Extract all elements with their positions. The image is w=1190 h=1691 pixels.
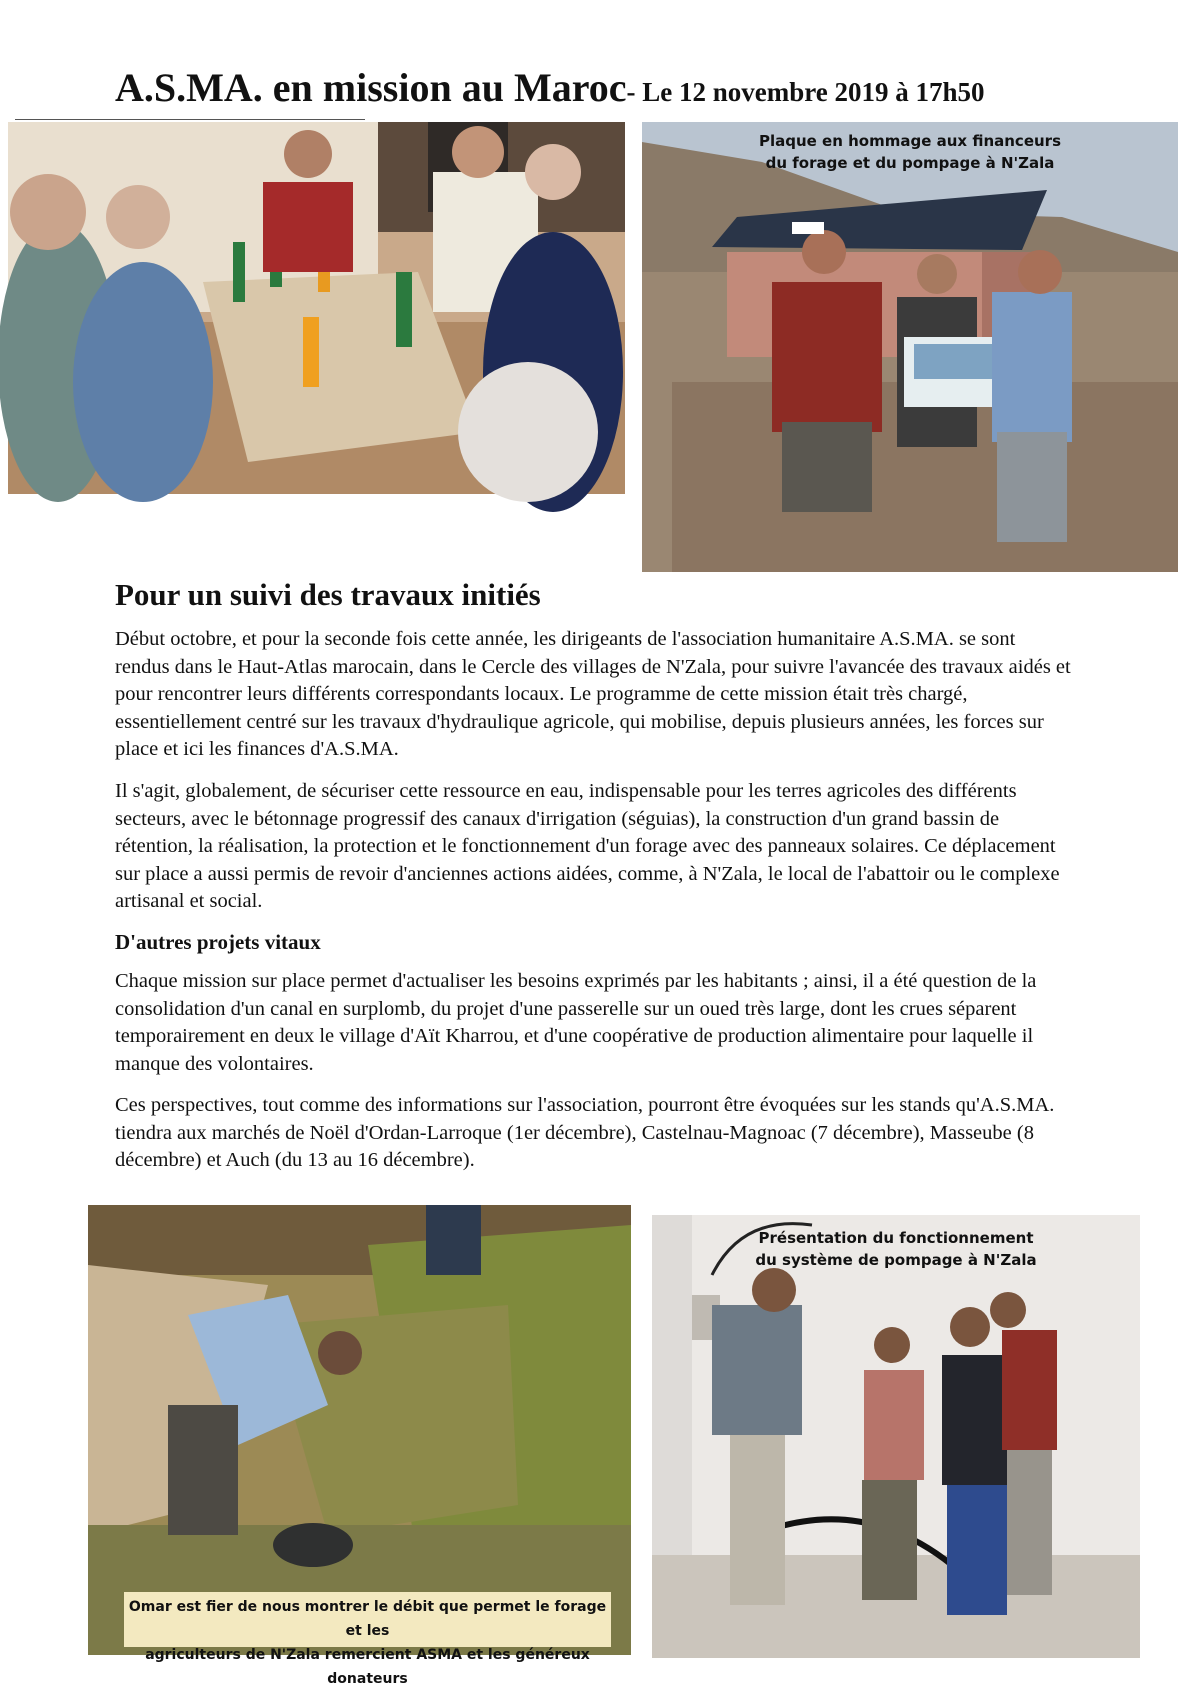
plaque-caption-line2: du forage et du pompage à N'Zala [765, 154, 1055, 172]
paragraph-text: Ces perspectives, tout comme des informations sur l'association, pourront être évoquées sur les stands qu'A.S.MA. tiendra aux marchés de Noël d'Ordan-Larroque (1er décembre), Castelnau-Magnoac (7 décembre), Masseube (8 décembre) et Auch (du 13 au 16 décembre). [115, 1094, 1055, 1171]
plaque-caption-line1: Plaque en hommage aux financeurs [758, 132, 1061, 150]
flow-caption [124, 1592, 611, 1687]
water-flow-icon [88, 1205, 631, 1655]
pump-photo [652, 1215, 1140, 1658]
plaque-photo [642, 122, 1178, 572]
plaque-caption [642, 130, 1178, 174]
flow-caption-line2: agriculteurs de N'Zala remercient ASMA et les généreux donateurs [145, 1647, 590, 1687]
flow-caption-line1: Omar est fier de nous montrer le débit que permet le forage et les [128, 1599, 607, 1639]
paragraph-text: Chaque mission sur place permet d'actualiser les besoins exprimés par les habitants ; ainsi, il a été question de la consolidation d'un canal en surplomb, du projet d'une passerelle sur un oued très large, dont les crues séparent temporairement en deux le village d'Aït Kharrou, et d'une coopérative de production alimentaire pour laquelle il manque des volontaires. [115, 970, 1037, 1075]
pump-caption [652, 1227, 1140, 1271]
article-paragraph-4 [115, 1092, 1075, 1175]
article-paragraph-1 [115, 626, 1075, 764]
pump-caption-line2: du système de pompage à N'Zala [755, 1251, 1037, 1269]
article-paragraph-2 [115, 778, 1075, 916]
pump-system-icon [652, 1215, 1140, 1658]
article-subheading: D'autres projets vitaux [115, 930, 321, 954]
plaque-solar-panel-icon [642, 122, 1178, 572]
pump-caption-line1: Présentation du fonctionnement [758, 1229, 1034, 1247]
article-heading: Pour un suivi des travaux initiés [115, 577, 541, 612]
title-main: A.S.MA. en mission au Maroc [115, 65, 627, 110]
paragraph-text: Début octobre, et pour la seconde fois cette année, les dirigeants de l'association humanitaire A.S.MA. se sont rendus dans le Haut-Atlas marocain, dans le Cercle des villages de N'Zala, pour suivre l'avancée des travaux aidés et pour rencontrer leurs différents correspondants locaux. Le programme de cette mission était très chargé, essentiellement centré sur les travaux d'hydraulique agricole, qui mobilise, depuis plusieurs années, les forces sur place et ici les finances d'A.S.MA. [115, 628, 1071, 760]
title-date: - Le 12 novembre 2019 à 17h50 [626, 77, 985, 107]
page-title [115, 62, 1115, 118]
article-paragraph-3 [115, 968, 1075, 1078]
title-divider [15, 119, 365, 120]
cafe-meeting-icon [8, 122, 625, 494]
meeting-photo [8, 122, 625, 494]
paragraph-text: Il s'agit, globalement, de sécuriser cette ressource en eau, indispensable pour les terres agricoles des différents secteurs, avec le bétonnage progressif des canaux d'irrigation (séguias), la construction d'un grand bassin de rétention, la réalisation, la protection et le fonctionnement d'un forage avec des panneaux solaires. Ce déplacement sur place a aussi permis de revoir d'anciennes actions aidées, comme, à N'Zala, le local de l'abattoir ou le complexe artisanal et social. [115, 780, 1060, 912]
flow-photo [88, 1205, 631, 1687]
